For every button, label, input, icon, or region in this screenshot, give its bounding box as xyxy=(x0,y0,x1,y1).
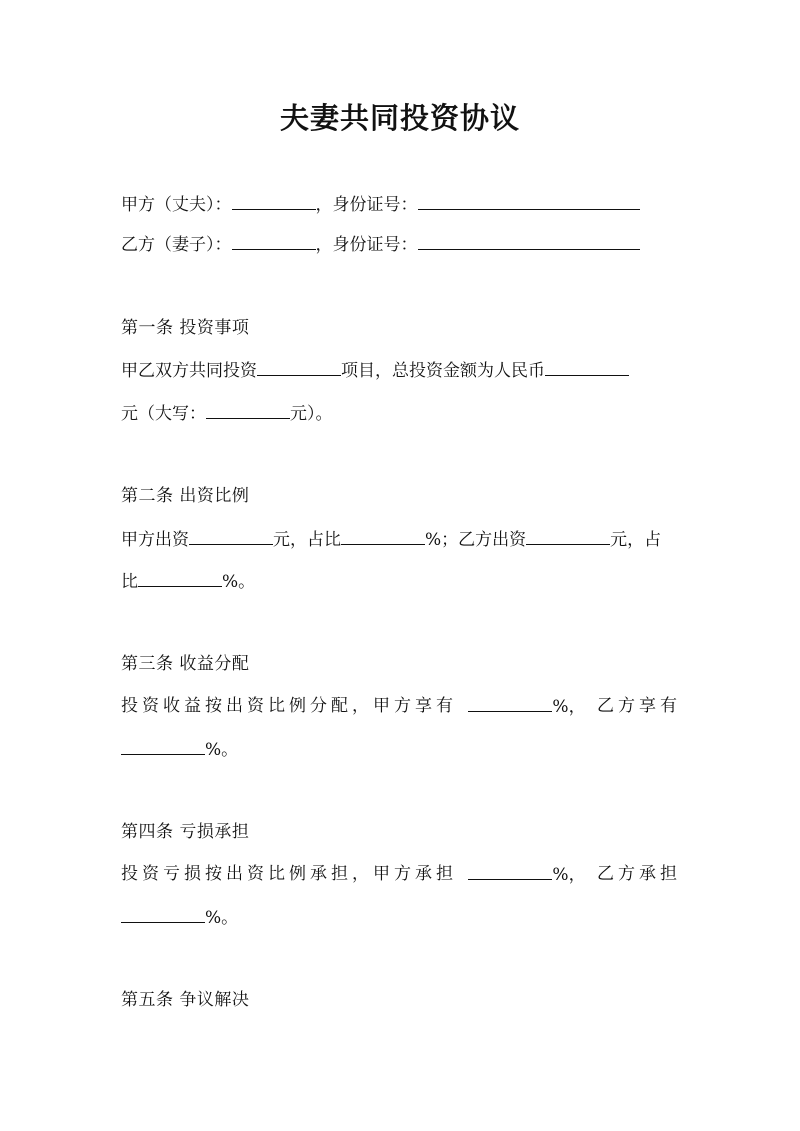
party-a-contribution-blank xyxy=(189,527,273,545)
article1-text-3: 元（大写： xyxy=(121,404,206,424)
article3-segment xyxy=(468,694,585,719)
document-title: 夫妻共同投资协议 xyxy=(279,101,520,135)
project-blank xyxy=(257,358,341,376)
party-b-label: 乙方（妻子）： xyxy=(121,235,232,255)
article1-text-2: 项目，总投资金额为人民币 xyxy=(341,361,545,381)
article2-text-1: 甲方出资 xyxy=(121,530,189,550)
article4-text-4: %。 xyxy=(205,908,239,928)
article4-line2 xyxy=(121,905,238,930)
article1-text-4: 元）。 xyxy=(290,404,333,424)
article2-heading: 第二条 出资比例 xyxy=(121,486,250,506)
article3-text-4: %。 xyxy=(205,740,239,760)
article3-line1 xyxy=(121,694,681,719)
party-a-id-blank xyxy=(418,192,640,210)
party-b-profit-blank xyxy=(121,737,205,755)
party-a-id-label: ，身份证号： xyxy=(315,195,418,215)
party-b-id-blank xyxy=(418,232,640,250)
party-b-id-label: ，身份证号： xyxy=(315,235,418,255)
article3-text-3: 乙方享有 xyxy=(597,696,681,716)
article2-text-6: %。 xyxy=(222,572,256,592)
article3-heading: 第三条 收益分配 xyxy=(121,654,250,674)
party-a-ratio-blank xyxy=(341,527,425,545)
party-b-contribution-blank xyxy=(526,527,610,545)
party-a-line xyxy=(121,192,640,217)
party-a-label: 甲方（丈夫）： xyxy=(121,195,232,215)
article1-text-1: 甲乙双方共同投资 xyxy=(121,361,257,381)
article2-line1 xyxy=(121,527,661,552)
article4-line1 xyxy=(121,862,681,887)
party-a-profit-blank xyxy=(468,694,552,712)
article2-text-5: 比 xyxy=(121,572,138,592)
article3-text-1: 投资收益按出资比例分配，甲方享有 xyxy=(121,696,457,716)
article3-line2 xyxy=(121,737,238,762)
party-b-name-blank xyxy=(232,232,316,250)
article1-heading: 第一条 投资事项 xyxy=(121,318,250,338)
total-amount-blank xyxy=(545,358,629,376)
party-b-ratio-blank xyxy=(138,569,222,587)
party-a-loss-blank xyxy=(468,862,552,880)
article3-text-2: %， xyxy=(552,697,586,717)
article4-segment xyxy=(468,862,585,887)
article4-text-2: %， xyxy=(552,865,586,885)
article1-line1 xyxy=(121,358,629,383)
amount-in-words-blank xyxy=(206,401,290,419)
article1-line2 xyxy=(121,401,333,426)
article2-line2 xyxy=(121,569,255,594)
article2-text-3: %；乙方出资 xyxy=(425,530,527,550)
article2-text-4: 元，占 xyxy=(610,530,662,550)
article4-text-3: 乙方承担 xyxy=(597,864,681,884)
party-a-name-blank xyxy=(232,192,316,210)
party-b-line xyxy=(121,232,640,257)
article5-heading: 第五条 争议解决 xyxy=(121,990,250,1010)
article2-text-2: 元，占比 xyxy=(273,530,341,550)
party-b-loss-blank xyxy=(121,905,205,923)
article4-heading: 第四条 亏损承担 xyxy=(121,822,250,842)
article4-text-1: 投资亏损按出资比例承担，甲方承担 xyxy=(121,864,457,884)
